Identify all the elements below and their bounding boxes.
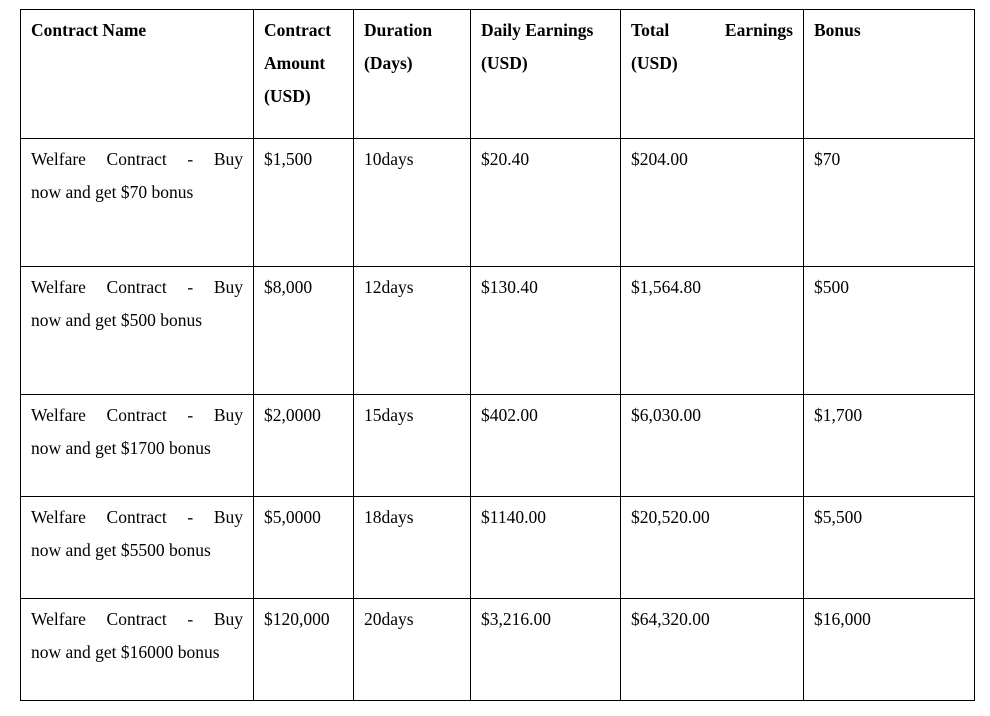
duration-cell: 15days	[354, 395, 471, 497]
header-total-earnings: Total Earnings (USD)	[621, 10, 804, 139]
duration-cell: 18days	[354, 497, 471, 599]
table-row	[21, 267, 975, 395]
contract-amount-cell: $2,0000	[254, 395, 354, 497]
duration-cell: 12days	[354, 267, 471, 395]
total-earnings-cell: $6,030.00	[621, 395, 804, 497]
daily-earnings-cell: $1140.00	[471, 497, 621, 599]
table-header-row	[21, 10, 975, 139]
header-bonus: Bonus	[804, 10, 975, 139]
table-row	[21, 497, 975, 599]
contract-name-cell: Welfare Contract - Buy now and get $70 bonus	[21, 139, 254, 267]
contract-name-cell: Welfare Contract - Buy now and get $1700 bonus	[21, 395, 254, 497]
contract-amount-cell: $1,500	[254, 139, 354, 267]
header-contract-amount: Contract Amount (USD)	[254, 10, 354, 139]
table-row	[21, 599, 975, 701]
bonus-cell: $1,700	[804, 395, 975, 497]
contract-amount-cell: $120,000	[254, 599, 354, 701]
total-earnings-cell: $1,564.80	[621, 267, 804, 395]
daily-earnings-cell: $3,216.00	[471, 599, 621, 701]
contract-amount-cell: $5,0000	[254, 497, 354, 599]
bonus-cell: $70	[804, 139, 975, 267]
contract-name-cell: Welfare Contract - Buy now and get $500 bonus	[21, 267, 254, 395]
total-earnings-cell: $204.00	[621, 139, 804, 267]
header-duration: Duration (Days)	[354, 10, 471, 139]
daily-earnings-cell: $130.40	[471, 267, 621, 395]
daily-earnings-cell: $402.00	[471, 395, 621, 497]
table-row	[21, 139, 975, 267]
duration-cell: 20days	[354, 599, 471, 701]
bonus-cell: $16,000	[804, 599, 975, 701]
table-row	[21, 395, 975, 497]
daily-earnings-cell: $20.40	[471, 139, 621, 267]
header-daily-earnings: Daily Earnings (USD)	[471, 10, 621, 139]
bonus-cell: $5,500	[804, 497, 975, 599]
total-earnings-cell: $20,520.00	[621, 497, 804, 599]
contract-amount-cell: $8,000	[254, 267, 354, 395]
contract-name-cell: Welfare Contract - Buy now and get $16000 bonus	[21, 599, 254, 701]
header-contract-name: Contract Name	[21, 10, 254, 139]
contract-name-cell: Welfare Contract - Buy now and get $5500 bonus	[21, 497, 254, 599]
bonus-cell: $500	[804, 267, 975, 395]
duration-cell: 10days	[354, 139, 471, 267]
contracts-table	[20, 9, 975, 701]
total-earnings-cell: $64,320.00	[621, 599, 804, 701]
